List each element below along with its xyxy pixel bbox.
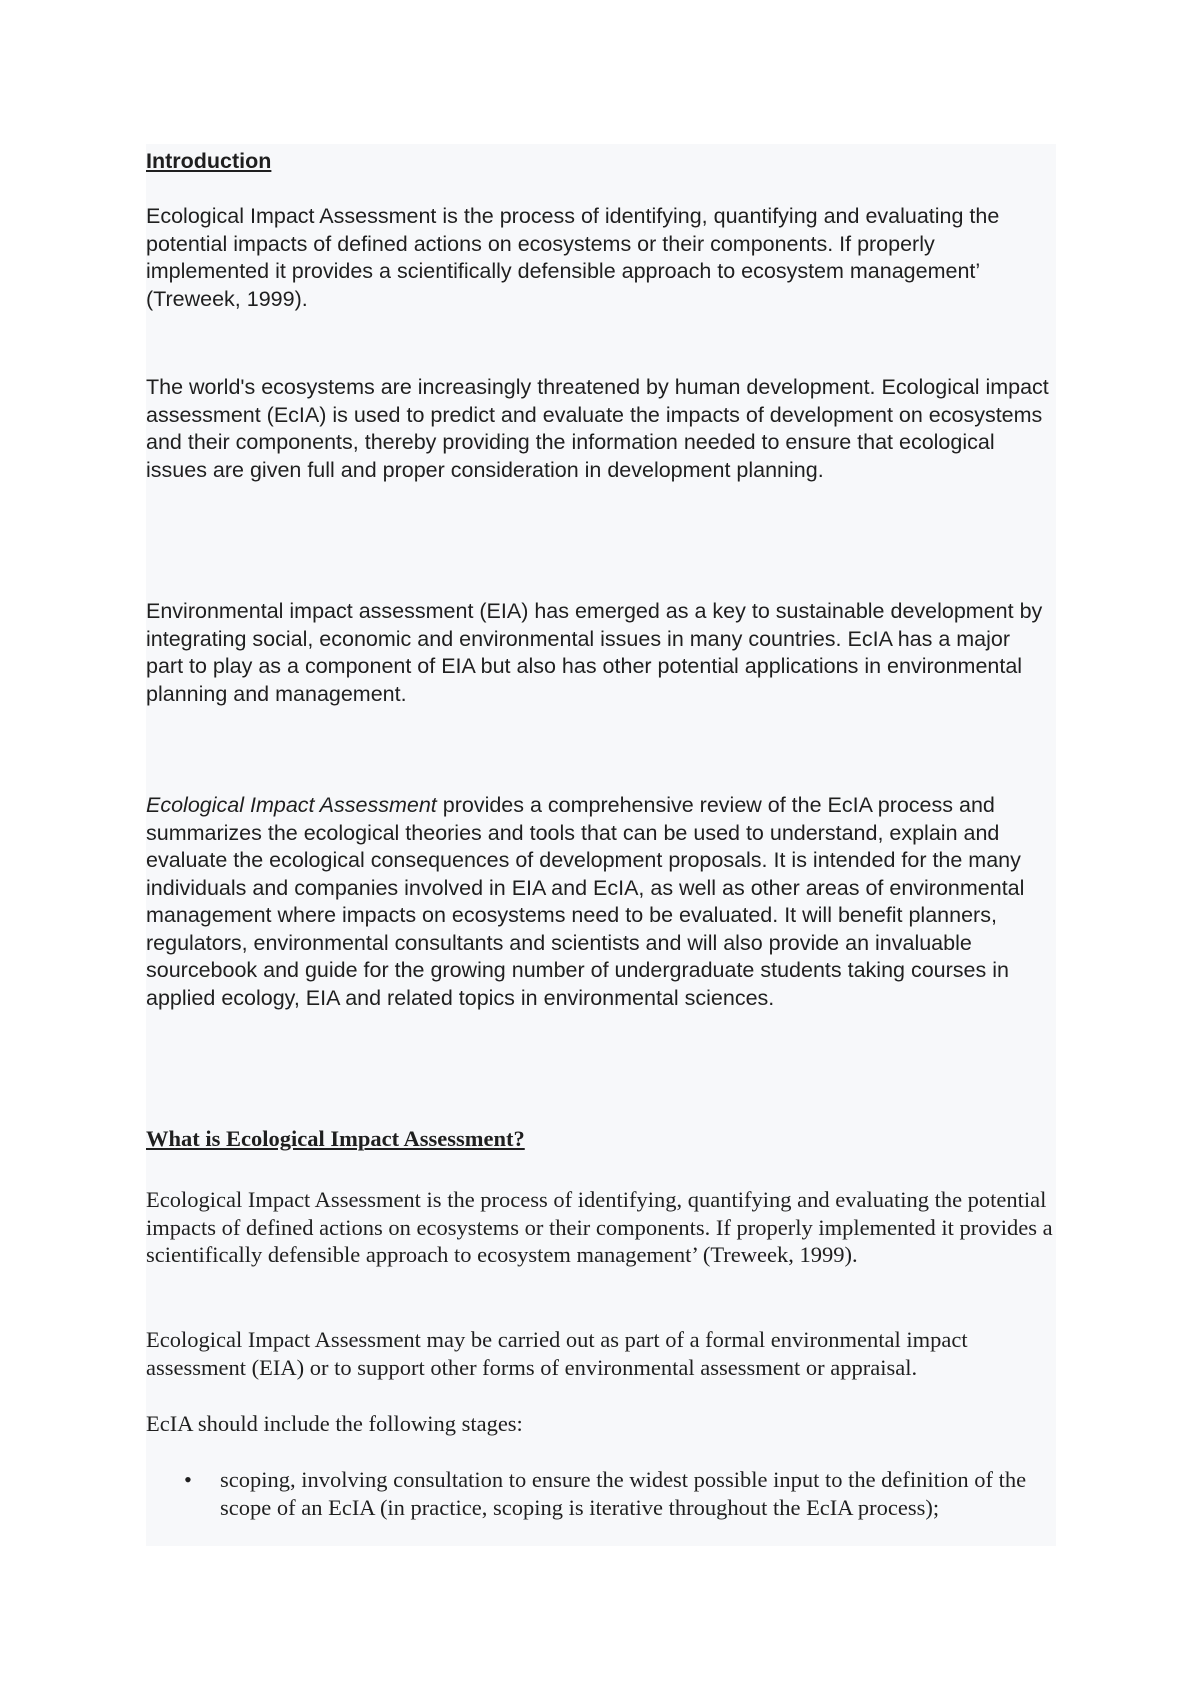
what-is-heading: What is Ecological Impact Assessment?	[146, 1126, 525, 1151]
introduction-heading: Introduction	[146, 149, 272, 173]
what-is-paragraph-3: EcIA should include the following stages:	[146, 1411, 523, 1436]
what-is-paragraph-2: Ecological Impact Assessment may be carried out as part of a formal environmental impact assessment (EIA) or to support other forms of environmental assessment or appraisal.	[146, 1327, 968, 1380]
what-is-paragraph-1: Ecological Impact Assessment is the process of identifying, quantifying and evaluating the potential impacts of defined actions on ecosystems or their components. If properly implemented it provides a scientifically defensible approach to ecosystem management’ (Treweek, 1999).	[146, 1187, 1053, 1267]
intro-paragraph-4	[146, 792, 1051, 1012]
intro-paragraph-4-text: provides a comprehensive review of the EcIA process and summarizes the ecological theories and tools that can be used to understand, explain and evaluate the ecological consequences of development proposals. It is intended for the many individuals and companies involved in EIA and EcIA, as well as other areas of environmental management where impacts on ecosystems need to be evaluated. It will benefit planners, regulators, environmental consultants and scientists and will also provide an invaluable sourcebook and guide for the growing number of undergraduate students taking courses in applied ecology, EIA and related topics in environmental sciences.	[146, 793, 1025, 1010]
list-item-text: scoping, involving consultation to ensure the widest possible input to the definition of the scope of an EcIA (in practice, scoping is iterative throughout the EcIA process);	[220, 1467, 1027, 1520]
bullet-icon: •	[184, 1467, 192, 1492]
intro-paragraph-1: Ecological Impact Assessment is the process of identifying, quantifying and evaluating the potential impacts of defined actions on ecosystems or their components. If properly implemented it provides a scientifically defensible approach to ecosystem management’ (Treweek, 1999).	[146, 204, 1000, 311]
book-title: Ecological Impact Assessment	[146, 793, 437, 817]
stages-list	[146, 1466, 1061, 1521]
intro-paragraph-3: Environmental impact assessment (EIA) has emerged as a key to sustainable development by integrating social, economic and environmental issues in many countries. EcIA has a major part to play as a component of EIA but also has other potential applications in environmental planning and management.	[146, 599, 1043, 706]
intro-paragraph-2: The world's ecosystems are increasingly threatened by human development. Ecological impact assessment (EcIA) is used to predict and evaluate the impacts of development on ecosystems and their components, thereby providing the information needed to ensure that ecological issues are given full and proper consideration in development planning.	[146, 375, 1049, 482]
list-item	[146, 1466, 1061, 1521]
